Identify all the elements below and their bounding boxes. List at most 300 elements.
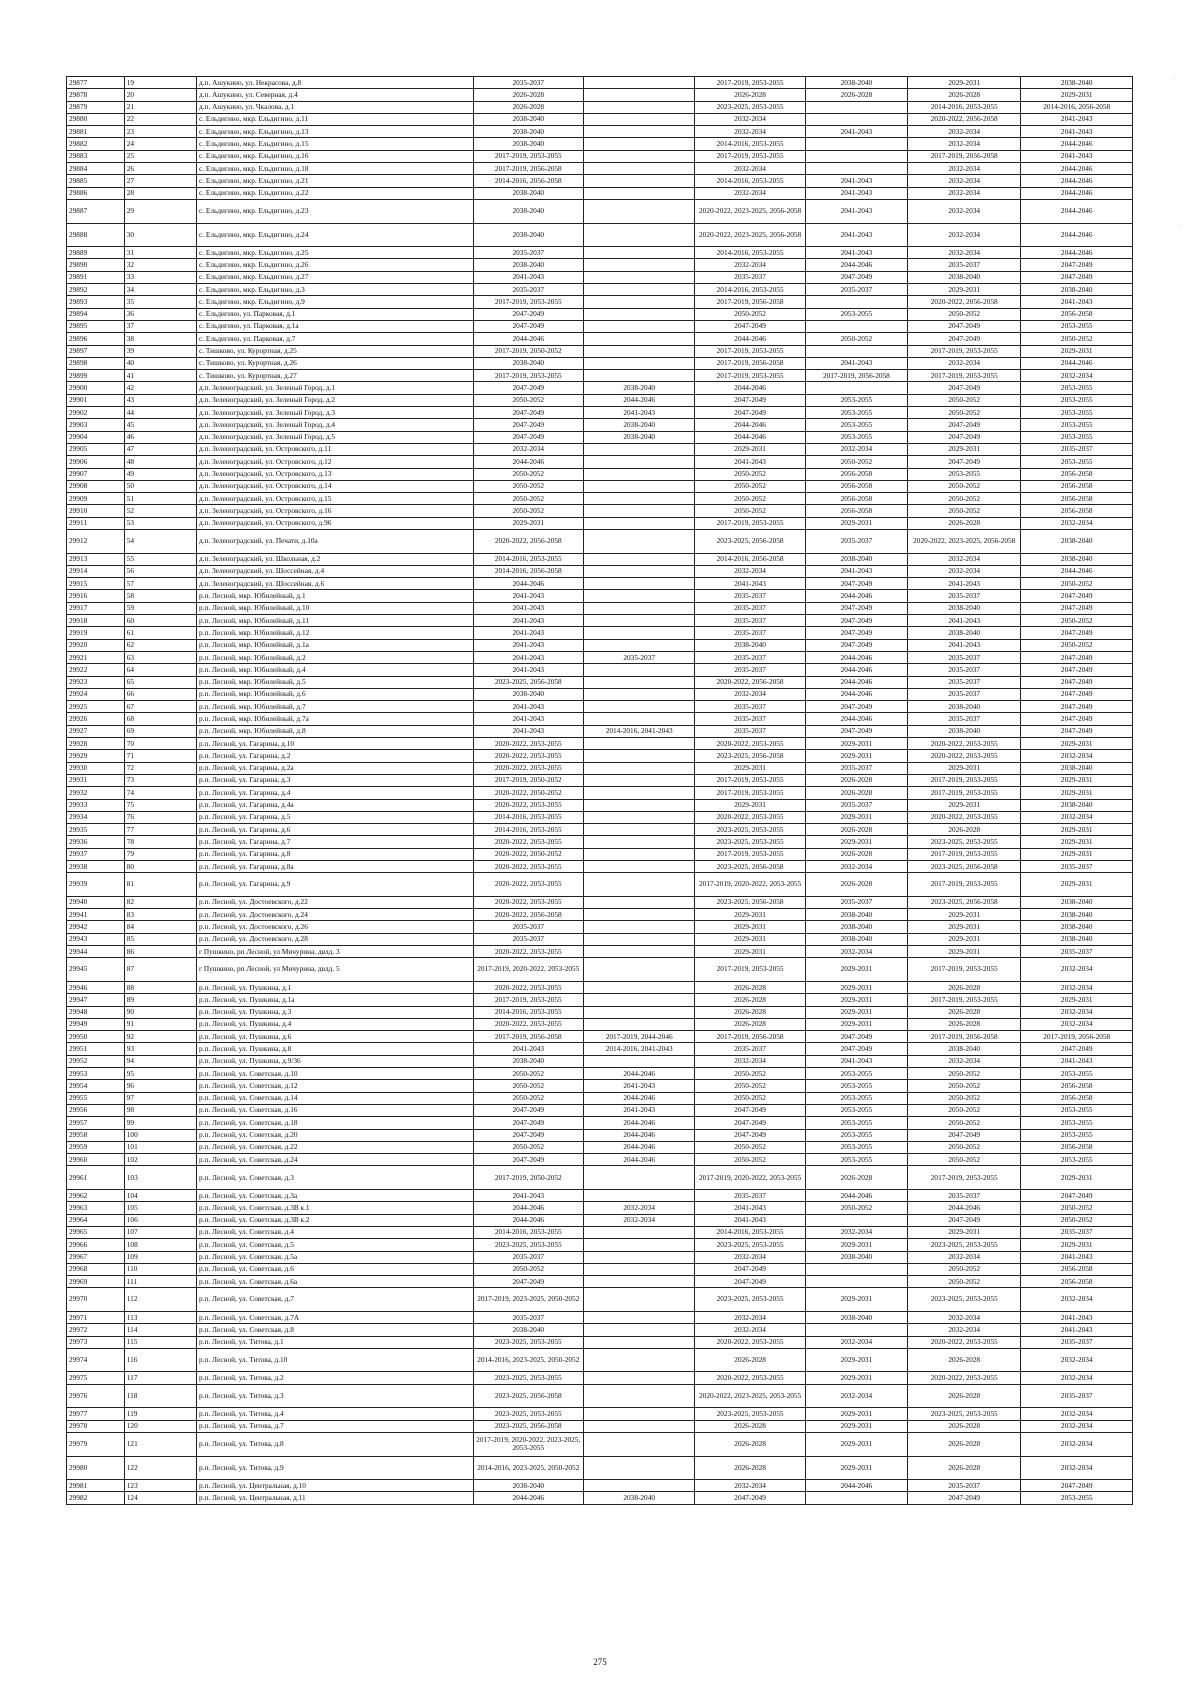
table-row — [67, 223, 1133, 247]
period-cell-1: 2038-2040 — [473, 138, 583, 150]
row-id-cell: 29897 — [67, 345, 125, 357]
period-cell-2 — [583, 529, 694, 553]
period-cell-3: 2035-2037 — [695, 1190, 805, 1202]
period-cell-3: 2050-2052 — [695, 468, 805, 480]
table-row — [67, 1031, 1133, 1043]
table-row — [67, 199, 1133, 223]
period-cell-6: 2029-2031 — [1021, 848, 1133, 860]
row-number-cell: 104 — [124, 1190, 196, 1202]
row-id-cell: 29957 — [67, 1117, 125, 1129]
table-row — [67, 1018, 1133, 1030]
period-cell-5: 2026-2028 — [907, 1348, 1021, 1372]
period-cell-4: 2053-2055 — [805, 419, 907, 431]
period-cell-1: 2017-2019, 2050-2052 — [473, 345, 583, 357]
period-cell-5: 2047-2049 — [907, 456, 1021, 468]
period-cell-5: 2032-2034 — [907, 175, 1021, 187]
period-cell-1: 2041-2043 — [473, 271, 583, 283]
period-cell-4: 2017-2019, 2056-2058 — [805, 370, 907, 382]
period-cell-2 — [583, 1384, 694, 1408]
period-cell-5: 2020-2022, 2023-2025, 2056-2058 — [907, 529, 1021, 553]
address-cell: р.п. Лесной, ул. Достоевского, д.22 — [197, 896, 474, 908]
period-cell-3: 2035-2037 — [695, 651, 805, 663]
address-cell: д.п. Зеленоградский, ул. Островского, д.15 — [197, 493, 474, 505]
period-cell-5: 2038-2040 — [907, 701, 1021, 713]
period-cell-6: 2053-2055 — [1021, 382, 1133, 394]
period-cell-1: 2041-2043 — [473, 664, 583, 676]
period-cell-4: 2044-2046 — [805, 1190, 907, 1202]
period-cell-2 — [583, 1432, 694, 1456]
row-number-cell: 44 — [124, 407, 196, 419]
table-row — [67, 590, 1133, 602]
period-cell-6: 2029-2031 — [1021, 836, 1133, 848]
row-number-cell: 21 — [124, 101, 196, 113]
row-id-cell: 29975 — [67, 1372, 125, 1384]
period-cell-6: 2038-2040 — [1021, 529, 1133, 553]
period-cell-1: 2047-2049 — [473, 1154, 583, 1166]
period-cell-5: 2020-2022, 2053-2055 — [907, 1336, 1021, 1348]
row-id-cell: 29880 — [67, 113, 125, 125]
period-cell-3: 2047-2049 — [695, 320, 805, 332]
page-number: 275 — [593, 1657, 607, 1667]
table-row — [67, 639, 1133, 651]
period-cell-2 — [583, 958, 694, 982]
period-cell-2: 2038-2040 — [583, 431, 694, 443]
period-cell-5: 2026-2028 — [907, 1018, 1021, 1030]
row-number-cell: 92 — [124, 1031, 196, 1043]
period-cell-4: 2038-2040 — [805, 933, 907, 945]
row-number-cell: 66 — [124, 688, 196, 700]
row-number-cell: 68 — [124, 713, 196, 725]
period-cell-1: 2023-2025, 2056-2058 — [473, 1384, 583, 1408]
row-id-cell: 29929 — [67, 750, 125, 762]
address-cell: р.п. Лесной, ул. Гагарина, д.7 — [197, 836, 474, 848]
period-cell-4: 2056-2058 — [805, 505, 907, 517]
period-cell-3: 2014-2016, 2053-2055 — [695, 247, 805, 259]
table-row — [67, 627, 1133, 639]
table-row — [67, 468, 1133, 480]
period-cell-4: 2032-2034 — [805, 946, 907, 958]
period-cell-5: 2017-2019, 2053-2055 — [907, 873, 1021, 897]
period-cell-1: 2020-2022, 2053-2055 — [473, 896, 583, 908]
row-number-cell: 24 — [124, 138, 196, 150]
row-number-cell: 67 — [124, 701, 196, 713]
address-cell: д.п. Зеленоградский, ул. Зеленый Город, д.5 — [197, 431, 474, 443]
period-cell-2 — [583, 271, 694, 283]
period-cell-6: 2053-2055 — [1021, 456, 1133, 468]
row-id-cell: 29890 — [67, 259, 125, 271]
period-cell-1: 2044-2046 — [473, 1214, 583, 1226]
period-cell-1: 2047-2049 — [473, 419, 583, 431]
period-cell-4: 2047-2049 — [805, 725, 907, 737]
row-number-cell: 48 — [124, 456, 196, 468]
period-cell-2 — [583, 443, 694, 455]
period-cell-6: 2053-2055 — [1021, 1068, 1133, 1080]
period-cell-5: 2050-2052 — [907, 1117, 1021, 1129]
period-cell-1: 2017-2019, 2050-2052 — [473, 774, 583, 786]
period-cell-5: 2020-2022, 2053-2055 — [907, 738, 1021, 750]
period-cell-2 — [583, 517, 694, 529]
table-row — [67, 101, 1133, 113]
row-id-cell: 29917 — [67, 602, 125, 614]
row-id-cell: 29920 — [67, 639, 125, 651]
table-row — [67, 529, 1133, 553]
period-cell-3: 2041-2043 — [695, 456, 805, 468]
period-cell-6: 2047-2049 — [1021, 676, 1133, 688]
table-row — [67, 175, 1133, 187]
row-number-cell: 29 — [124, 199, 196, 223]
period-cell-6: 2056-2058 — [1021, 1263, 1133, 1275]
period-cell-1: 2047-2049 — [473, 308, 583, 320]
period-cell-5: 2029-2031 — [907, 443, 1021, 455]
period-cell-1: 2023-2025, 2056-2058 — [473, 676, 583, 688]
period-cell-5: 2026-2028 — [907, 89, 1021, 101]
period-cell-6: 2050-2052 — [1021, 578, 1133, 590]
address-cell: р.п. Лесной, ул. Советская, д.3а — [197, 1190, 474, 1202]
table-row — [67, 896, 1133, 908]
period-cell-6: 2041-2043 — [1021, 126, 1133, 138]
row-id-cell: 29882 — [67, 138, 125, 150]
period-cell-3: 2023-2025, 2053-2055 — [695, 824, 805, 836]
period-cell-4: 2053-2055 — [805, 1104, 907, 1116]
row-number-cell: 30 — [124, 223, 196, 247]
period-cell-4: 2041-2043 — [805, 126, 907, 138]
period-cell-2 — [583, 320, 694, 332]
table-row — [67, 1239, 1133, 1251]
period-cell-2 — [583, 1239, 694, 1251]
row-number-cell: 49 — [124, 468, 196, 480]
address-cell: р.п. Лесной, мкр. Юбилейный, д.6 — [197, 688, 474, 700]
row-id-cell: 29949 — [67, 1018, 125, 1030]
period-cell-4 — [805, 345, 907, 357]
row-id-cell: 29919 — [67, 627, 125, 639]
period-cell-5: 2050-2052 — [907, 480, 1021, 492]
row-number-cell: 103 — [124, 1166, 196, 1190]
period-cell-5: 2050-2052 — [907, 1154, 1021, 1166]
address-cell: р.п. Лесной, ул. Советская, д.10 — [197, 1068, 474, 1080]
period-cell-1: 2014-2016, 2053-2055 — [473, 811, 583, 823]
period-cell-1: 2020-2022, 2053-2055 — [473, 1018, 583, 1030]
period-cell-3: 2020-2022, 2053-2055 — [695, 811, 805, 823]
row-id-cell: 29923 — [67, 676, 125, 688]
period-cell-2 — [583, 1311, 694, 1323]
period-cell-5: 2017-2019, 2053-2055 — [907, 958, 1021, 982]
address-cell: р.п. Лесной, ул. Достоевского, д.26 — [197, 921, 474, 933]
table-row — [67, 345, 1133, 357]
period-cell-1: 2047-2049 — [473, 320, 583, 332]
table-row — [67, 431, 1133, 443]
address-cell: р.п. Лесной, мкр. Юбилейный, д.7 — [197, 701, 474, 713]
period-cell-6: 2035-2037 — [1021, 1384, 1133, 1408]
period-cell-4 — [805, 1324, 907, 1336]
period-cell-2 — [583, 468, 694, 480]
period-cell-3: 2020-2022, 2056-2058 — [695, 676, 805, 688]
period-cell-3: 2026-2028 — [695, 1006, 805, 1018]
address-cell: р.п. Лесной, ул. Титова, д.9 — [197, 1456, 474, 1480]
table-row — [67, 1214, 1133, 1226]
period-cell-3: 2017-2019, 2053-2055 — [695, 958, 805, 982]
row-id-cell: 29950 — [67, 1031, 125, 1043]
table-row — [67, 382, 1133, 394]
period-cell-6: 2056-2058 — [1021, 308, 1133, 320]
table-row — [67, 1420, 1133, 1432]
table-row — [67, 333, 1133, 345]
row-number-cell: 82 — [124, 896, 196, 908]
period-cell-3: 2029-2031 — [695, 946, 805, 958]
period-cell-4: 2029-2031 — [805, 836, 907, 848]
table-row — [67, 1492, 1133, 1504]
period-cell-5: 2038-2040 — [907, 627, 1021, 639]
period-cell-5: 2035-2037 — [907, 1480, 1021, 1492]
period-cell-2 — [583, 824, 694, 836]
table-row — [67, 750, 1133, 762]
period-cell-5: 2017-2019, 2053-2055 — [907, 787, 1021, 799]
period-cell-1: 2038-2040 — [473, 1055, 583, 1067]
table-row — [67, 1263, 1133, 1275]
period-cell-1: 2050-2052 — [473, 1263, 583, 1275]
address-cell: с. Ельдигино, мкр. Ельдигино, д.25 — [197, 247, 474, 259]
period-cell-3: 2029-2031 — [695, 443, 805, 455]
period-cell-3: 2029-2031 — [695, 799, 805, 811]
period-cell-4: 2029-2031 — [805, 811, 907, 823]
period-cell-6: 2041-2043 — [1021, 1055, 1133, 1067]
row-number-cell: 34 — [124, 284, 196, 296]
period-cell-4: 2032-2034 — [805, 443, 907, 455]
period-cell-4: 2029-2031 — [805, 1372, 907, 1384]
period-cell-1: 2050-2052 — [473, 394, 583, 406]
period-cell-4: 2044-2046 — [805, 676, 907, 688]
period-cell-6: 2044-2046 — [1021, 163, 1133, 175]
period-cell-1: 2023-2025, 2056-2058 — [473, 1420, 583, 1432]
period-cell-3: 2032-2034 — [695, 113, 805, 125]
period-cell-6: 2035-2037 — [1021, 1226, 1133, 1238]
period-cell-1: 2020-2022, 2053-2055 — [473, 836, 583, 848]
table-row — [67, 1251, 1133, 1263]
period-cell-3: 2032-2034 — [695, 1480, 805, 1492]
period-cell-3: 2017-2019, 2053-2055 — [695, 774, 805, 786]
period-cell-2 — [583, 456, 694, 468]
period-cell-5: 2026-2028 — [907, 981, 1021, 993]
period-cell-1: 2050-2052 — [473, 505, 583, 517]
period-cell-3: 2017-2019, 2053-2055 — [695, 150, 805, 162]
row-id-cell: 29954 — [67, 1080, 125, 1092]
period-cell-6: 2032-2034 — [1021, 981, 1133, 993]
period-cell-2 — [583, 799, 694, 811]
table-row — [67, 725, 1133, 737]
period-cell-1: 2026-2028 — [473, 89, 583, 101]
period-cell-2: 2038-2040 — [583, 1492, 694, 1504]
period-cell-5: 2023-2025, 2053-2055 — [907, 1408, 1021, 1420]
period-cell-2 — [583, 750, 694, 762]
row-id-cell: 29933 — [67, 799, 125, 811]
period-cell-3: 2020-2022, 2023-2025, 2056-2058 — [695, 223, 805, 247]
period-cell-2 — [583, 590, 694, 602]
period-cell-1: 2050-2052 — [473, 1092, 583, 1104]
period-cell-3: 2023-2025, 2053-2055 — [695, 1288, 805, 1312]
row-number-cell: 118 — [124, 1384, 196, 1408]
period-cell-5: 2050-2052 — [907, 1092, 1021, 1104]
row-number-cell: 122 — [124, 1456, 196, 1480]
period-cell-5: 2032-2034 — [907, 1311, 1021, 1323]
row-number-cell: 63 — [124, 651, 196, 663]
period-cell-3: 2017-2019, 2056-2058 — [695, 296, 805, 308]
row-number-cell: 57 — [124, 578, 196, 590]
period-cell-4: 2056-2058 — [805, 480, 907, 492]
row-id-cell: 29964 — [67, 1214, 125, 1226]
period-cell-4: 2035-2037 — [805, 529, 907, 553]
period-cell-3: 2050-2052 — [695, 1092, 805, 1104]
period-cell-2: 2041-2043 — [583, 1104, 694, 1116]
address-cell: р.п. Лесной, ул. Центральная, д.10 — [197, 1480, 474, 1492]
period-cell-1: 2020-2022, 2053-2055 — [473, 861, 583, 873]
row-number-cell: 98 — [124, 1104, 196, 1116]
row-number-cell: 35 — [124, 296, 196, 308]
table-row — [67, 1104, 1133, 1116]
period-cell-4: 2044-2046 — [805, 688, 907, 700]
row-id-cell: 29959 — [67, 1141, 125, 1153]
period-cell-1: 2038-2040 — [473, 357, 583, 369]
address-cell: р.п. Лесной, ул. Советская, д.6 — [197, 1263, 474, 1275]
row-number-cell: 117 — [124, 1372, 196, 1384]
address-cell: р.п. Лесной, ул. Титова, д.3 — [197, 1384, 474, 1408]
table-row — [67, 664, 1133, 676]
period-cell-6: 2029-2031 — [1021, 994, 1133, 1006]
period-cell-3: 2047-2049 — [695, 1104, 805, 1116]
period-cell-6: 2029-2031 — [1021, 824, 1133, 836]
address-cell: д.п. Зеленоградский, ул. Зеленый Город, д.2 — [197, 394, 474, 406]
period-cell-6: 2041-2043 — [1021, 1311, 1133, 1323]
period-cell-6: 2044-2046 — [1021, 187, 1133, 199]
period-cell-4: 2029-2031 — [805, 1348, 907, 1372]
period-cell-6: 2056-2058 — [1021, 1092, 1133, 1104]
period-cell-6: 2053-2055 — [1021, 1154, 1133, 1166]
address-cell: р.п. Лесной, ул. Гагарина, д.8а — [197, 861, 474, 873]
period-cell-2 — [583, 811, 694, 823]
table-row — [67, 1372, 1133, 1384]
period-cell-6: 2035-2037 — [1021, 1336, 1133, 1348]
period-cell-5: 2032-2034 — [907, 187, 1021, 199]
address-cell: р.п. Лесной, ул. Пушкина, д.3 — [197, 1006, 474, 1018]
period-cell-5: 2047-2049 — [907, 320, 1021, 332]
address-cell: р.п. Лесной, ул. Гагарина, д.4 — [197, 787, 474, 799]
row-id-cell: 29958 — [67, 1129, 125, 1141]
row-id-cell: 29905 — [67, 443, 125, 455]
address-cell: с. Ельдигино, мкр. Ельдигино, д.15 — [197, 138, 474, 150]
row-number-cell: 60 — [124, 615, 196, 627]
period-cell-2 — [583, 676, 694, 688]
period-cell-4: 2026-2028 — [805, 1166, 907, 1190]
period-cell-6: 2029-2031 — [1021, 89, 1133, 101]
table-row — [67, 394, 1133, 406]
row-id-cell: 29945 — [67, 958, 125, 982]
table-row — [67, 1324, 1133, 1336]
table-row — [67, 787, 1133, 799]
table-row — [67, 909, 1133, 921]
address-cell: с. Ельдигино, ул. Парковая, д.7 — [197, 333, 474, 345]
period-cell-4: 2032-2034 — [805, 1336, 907, 1348]
row-id-cell: 29898 — [67, 357, 125, 369]
period-cell-1: 2017-2019, 2053-2055 — [473, 370, 583, 382]
period-cell-5: 2023-2025, 2056-2058 — [907, 896, 1021, 908]
period-cell-5: 2029-2031 — [907, 799, 1021, 811]
period-cell-4: 2029-2031 — [805, 750, 907, 762]
period-cell-4: 2053-2055 — [805, 308, 907, 320]
period-cell-6: 2017-2019, 2056-2058 — [1021, 1031, 1133, 1043]
row-id-cell: 29970 — [67, 1288, 125, 1312]
period-cell-2: 2014-2016, 2041-2043 — [583, 725, 694, 737]
period-cell-3: 2035-2037 — [695, 713, 805, 725]
period-cell-3: 2035-2037 — [695, 664, 805, 676]
period-cell-4: 2029-2031 — [805, 1018, 907, 1030]
period-cell-5: 2035-2037 — [907, 590, 1021, 602]
address-cell: р.п. Лесной, ул. Гагарина, д.9 — [197, 873, 474, 897]
row-number-cell: 22 — [124, 113, 196, 125]
table-row — [67, 1202, 1133, 1214]
address-cell: с. Ельдигино, ул. Парковая, д.1а — [197, 320, 474, 332]
period-cell-2 — [583, 688, 694, 700]
period-cell-3: 2023-2025, 2053-2055 — [695, 1408, 805, 1420]
row-number-cell: 78 — [124, 836, 196, 848]
row-id-cell: 29904 — [67, 431, 125, 443]
row-number-cell: 100 — [124, 1129, 196, 1141]
row-number-cell: 58 — [124, 590, 196, 602]
row-number-cell: 91 — [124, 1018, 196, 1030]
period-cell-2 — [583, 284, 694, 296]
table-row — [67, 701, 1133, 713]
period-cell-4: 2029-2031 — [805, 738, 907, 750]
period-cell-1: 2050-2052 — [473, 468, 583, 480]
row-number-cell: 40 — [124, 357, 196, 369]
address-cell: д.п. Ашукино, ул. Северная, д.4 — [197, 89, 474, 101]
row-id-cell: 29894 — [67, 308, 125, 320]
table-row — [67, 1456, 1133, 1480]
period-cell-4: 2038-2040 — [805, 921, 907, 933]
period-cell-4: 2047-2049 — [805, 639, 907, 651]
row-id-cell: 29889 — [67, 247, 125, 259]
row-id-cell: 29914 — [67, 565, 125, 577]
table-row — [67, 284, 1133, 296]
row-id-cell: 29906 — [67, 456, 125, 468]
period-cell-4: 2029-2031 — [805, 1006, 907, 1018]
row-number-cell: 38 — [124, 333, 196, 345]
row-number-cell: 89 — [124, 994, 196, 1006]
period-cell-3: 2026-2028 — [695, 89, 805, 101]
period-cell-5: 2026-2028 — [907, 1384, 1021, 1408]
row-number-cell: 69 — [124, 725, 196, 737]
period-cell-3: 2017-2019, 2056-2058 — [695, 357, 805, 369]
period-cell-3: 2047-2049 — [695, 1492, 805, 1504]
schedule-table-container — [66, 76, 1133, 1505]
period-cell-6: 2044-2046 — [1021, 357, 1133, 369]
period-cell-4: 2044-2046 — [805, 590, 907, 602]
table-row — [67, 480, 1133, 492]
period-cell-2 — [583, 1006, 694, 1018]
period-cell-2 — [583, 602, 694, 614]
period-cell-5: 2038-2040 — [907, 271, 1021, 283]
period-cell-2 — [583, 1263, 694, 1275]
period-cell-3: 2023-2025, 2053-2055 — [695, 1239, 805, 1251]
period-cell-4: 2035-2037 — [805, 762, 907, 774]
period-cell-6: 2053-2055 — [1021, 1129, 1133, 1141]
period-cell-5: 2050-2052 — [907, 1068, 1021, 1080]
address-cell: р.п. Лесной, ул. Советская, д.24 — [197, 1154, 474, 1166]
period-cell-5: 2038-2040 — [907, 602, 1021, 614]
period-cell-3: 2023-2025, 2053-2055 — [695, 836, 805, 848]
period-cell-5: 2041-2043 — [907, 578, 1021, 590]
period-cell-6: 2032-2034 — [1021, 750, 1133, 762]
period-cell-3: 2035-2037 — [695, 1043, 805, 1055]
row-id-cell: 29952 — [67, 1055, 125, 1067]
period-cell-4 — [805, 1492, 907, 1504]
